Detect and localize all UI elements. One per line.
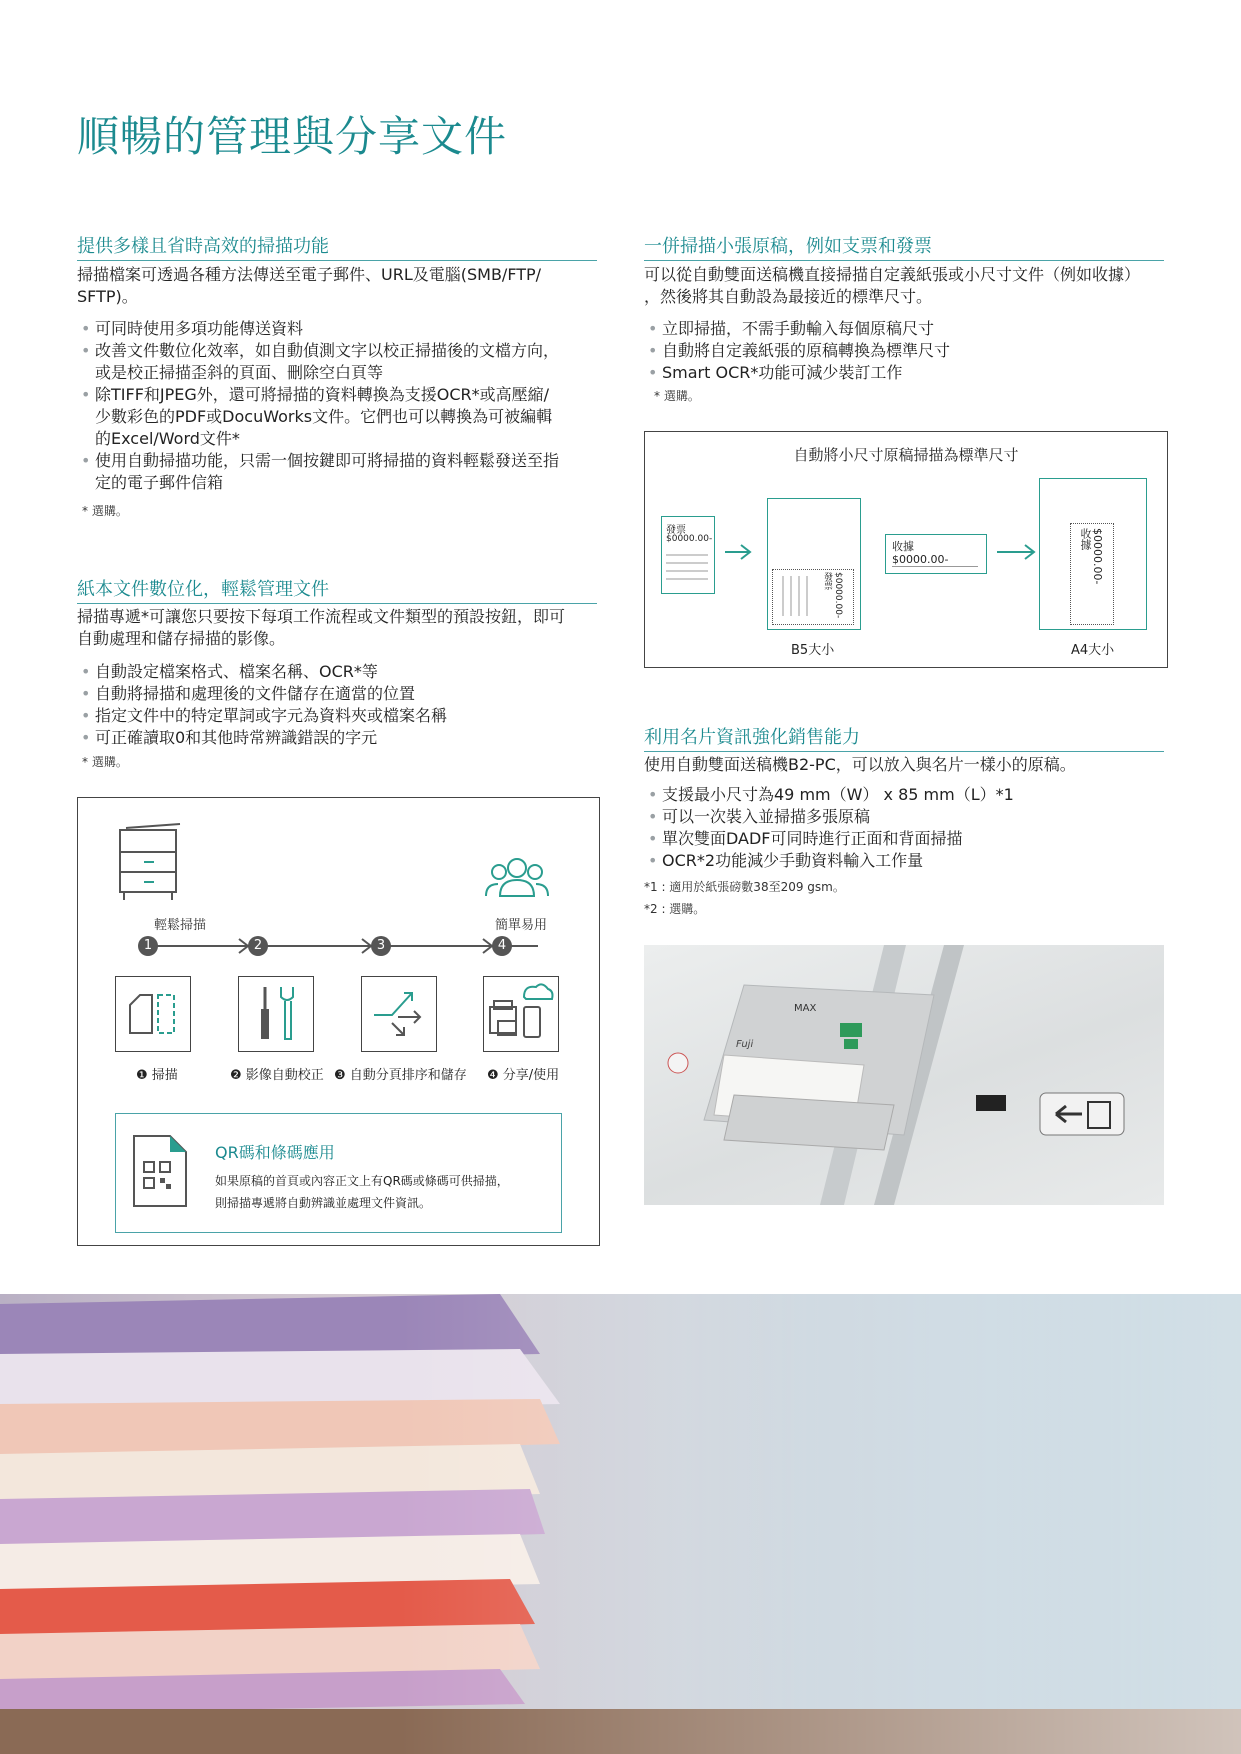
b5-size-label: B5大小 xyxy=(791,643,835,658)
list-item: • 立即掃描，不需手動輸入每個原稿尺寸 xyxy=(644,318,1174,340)
doc-lines-vertical xyxy=(777,576,817,616)
feeder-max-label: MAX xyxy=(794,1003,817,1014)
list-item: • 指定文件中的特定單詞或字元為資料夾或檔案名稱 xyxy=(77,705,607,727)
list-item xyxy=(77,384,607,450)
scan-document-icon xyxy=(116,977,190,1051)
bullet-text: • 可同時使用多項功能傳送資料 xyxy=(95,319,304,338)
section2-lead-line: 自動處理和儲存掃描的影像。 xyxy=(77,629,286,648)
b5-page xyxy=(767,498,861,630)
section2-title: 紙本文件數位化，輕鬆管理文件 xyxy=(77,575,597,604)
share-devices-icon xyxy=(484,977,558,1051)
section3-lead xyxy=(644,264,1184,308)
step-scan-box xyxy=(115,976,191,1052)
a4-dotted-area xyxy=(1070,523,1114,625)
section4-note: *2 : 選購。 xyxy=(644,902,706,916)
b5-invoice-label: 發票 xyxy=(822,572,832,590)
step-caption: ❷ 影像自動校正 xyxy=(230,1068,324,1083)
qr-title: QR碼和條碼應用 xyxy=(215,1143,335,1162)
section2-lead-line: 掃描專遞*可讓您只要按下每項工作流程或文件類型的預設按鈕，即可 xyxy=(77,607,566,626)
list-item: • 自動設定檔案格式、檔案名稱、OCR*等 xyxy=(77,661,607,683)
step-share-box xyxy=(483,976,559,1052)
diagram-title: 自動將小尺寸原稿掃描為標準尺寸 xyxy=(793,446,1019,464)
list-item xyxy=(77,450,607,494)
workflow-diagram xyxy=(77,797,600,1246)
receipt-label: 收據 xyxy=(892,540,914,553)
qr-text-line: 如果原稿的首頁或內容正文上有QR碼或條碼可供掃描， xyxy=(215,1174,509,1188)
step-correction-box xyxy=(238,976,314,1052)
list-item xyxy=(77,318,607,340)
qr-text xyxy=(215,1170,509,1214)
step-number: 2 xyxy=(253,938,263,953)
section3-lead-line: ，然後將其自動設為最接近的標準尺寸。 xyxy=(644,287,933,306)
bullet-text: 定的電子郵件信箱 xyxy=(95,473,224,492)
list-item: • 可以一次裝入並掃描多張原稿 xyxy=(644,806,1174,828)
receipt-amount: $0000.00- xyxy=(892,553,978,567)
section1-bullets xyxy=(77,318,607,494)
workflow-label-left: 輕鬆掃描 xyxy=(154,918,207,933)
invoice-amount: $0000.00- xyxy=(666,534,713,544)
section3-bullets xyxy=(644,318,1174,384)
workflow-label-right: 簡單易用 xyxy=(495,918,548,933)
size-conversion-diagram xyxy=(644,431,1168,668)
doc-lines xyxy=(666,551,710,587)
list-item: • 自動將自定義紙張的原稿轉換為標準尺寸 xyxy=(644,340,1174,362)
section1-note: * 選購。 xyxy=(82,504,128,518)
step-caption: ❶ 掃描 xyxy=(136,1068,178,1083)
list-item: • Smart OCR*功能可減少裝訂工作 xyxy=(644,362,1174,384)
section3-lead-line: 可以從自動雙面送稿機直接掃描自定義紙張或小尺寸文件（例如收據） xyxy=(644,265,1141,284)
bullet-text: 少數彩色的PDF或DocuWorks文件。它們也可以轉換為可被編輯 xyxy=(95,407,553,426)
invoice-small-doc xyxy=(661,516,715,594)
section1-lead xyxy=(77,264,607,308)
list-item: • 自動將掃描和處理後的文件儲存在適當的位置 xyxy=(77,683,607,705)
section4-lead: 使用自動雙面送稿機B2-PC，可以放入與名片一樣小的原稿。 xyxy=(644,755,1076,774)
bullet-text: 的Excel/Word文件* xyxy=(95,429,240,448)
list-item xyxy=(77,340,607,384)
list-item: • 單次雙面DADF可同時進行正面和背面掃描 xyxy=(644,828,1174,850)
step-sort-box xyxy=(361,976,437,1052)
step-number: 3 xyxy=(376,938,386,953)
list-item: • 可正確讀取0和其他時常辨識錯誤的字元 xyxy=(77,727,607,749)
sort-arrows-icon xyxy=(362,977,436,1051)
section1-title: 提供多樣且省時高效的掃描功能 xyxy=(77,232,597,261)
qr-text-line: 則掃描專遞將自動辨識並處理文件資訊。 xyxy=(215,1196,432,1210)
section1-lead-line: SFTP)。 xyxy=(77,287,138,306)
users-icon xyxy=(484,856,550,900)
page-title: 順暢的管理與分享文件 xyxy=(77,112,508,161)
feeder-illustration xyxy=(644,945,1164,1205)
arrow-right-icon xyxy=(997,544,1037,560)
a4-receipt-amount: $0000.00- xyxy=(1091,528,1104,585)
section4-bullets xyxy=(644,784,1174,872)
section3-note: * 選購。 xyxy=(654,389,700,403)
paper-stack-illustration xyxy=(0,1294,1241,1754)
arrow-right-icon xyxy=(725,544,753,560)
section2-note: * 選購。 xyxy=(82,755,128,769)
bullet-text: • 改善文件數位化效率，如自動偵測文字以校正掃描後的文檔方向， xyxy=(95,341,560,360)
section2-bullets xyxy=(77,661,607,749)
a4-receipt-label: 收據 xyxy=(1079,528,1092,550)
step-number: 1 xyxy=(143,938,153,953)
list-item: • 支援最小尺寸為49 mm（W） x 85 mm（L）*1 xyxy=(644,784,1174,806)
a4-page xyxy=(1039,478,1147,630)
step-caption: ❸ 自動分頁排序和儲存 xyxy=(334,1068,467,1083)
qr-document-icon xyxy=(132,1134,188,1208)
card-feeder-photo xyxy=(644,945,1164,1205)
step-caption: ❹ 分享/使用 xyxy=(487,1068,560,1083)
section4-note: *1 : 適用於紙張磅數38至209 gsm。 xyxy=(644,880,845,894)
section2-lead xyxy=(77,606,607,650)
a4-size-label: A4大小 xyxy=(1071,643,1115,658)
tools-icon xyxy=(239,977,313,1051)
bullet-text: • 使用自動掃描功能，只需一個按鍵即可將掃描的資料輕鬆發送至指 xyxy=(95,451,560,470)
section1-lead-line: 掃描檔案可透過各種方法傳送至電子郵件、URL及電腦(SMB/FTP/ xyxy=(77,265,542,284)
step-number: 4 xyxy=(497,938,507,953)
b5-invoice-amount: $0000.00- xyxy=(833,572,843,619)
receipt-small-doc xyxy=(885,534,987,574)
list-item: • OCR*2功能減少手動資料輸入工作量 xyxy=(644,850,1174,872)
section4-title: 利用名片資訊強化銷售能力 xyxy=(644,723,1164,752)
card-text: Fuji xyxy=(736,1039,754,1050)
section3-title: 一併掃描小張原稿，例如支票和發票 xyxy=(644,232,1164,261)
bullet-text: • 除TIFF和JPEG外，還可將掃描的資料轉換為支援OCR*或高壓縮/ xyxy=(95,385,550,404)
bullet-text: 或是校正掃描歪斜的頁面、刪除空白頁等 xyxy=(95,363,384,382)
qr-info-box xyxy=(115,1113,562,1233)
paper-stack-photo xyxy=(0,1294,1241,1754)
b5-dotted-area xyxy=(772,569,854,625)
mfp-printer-icon xyxy=(118,820,188,902)
invoice-label: 發票 xyxy=(666,525,686,536)
